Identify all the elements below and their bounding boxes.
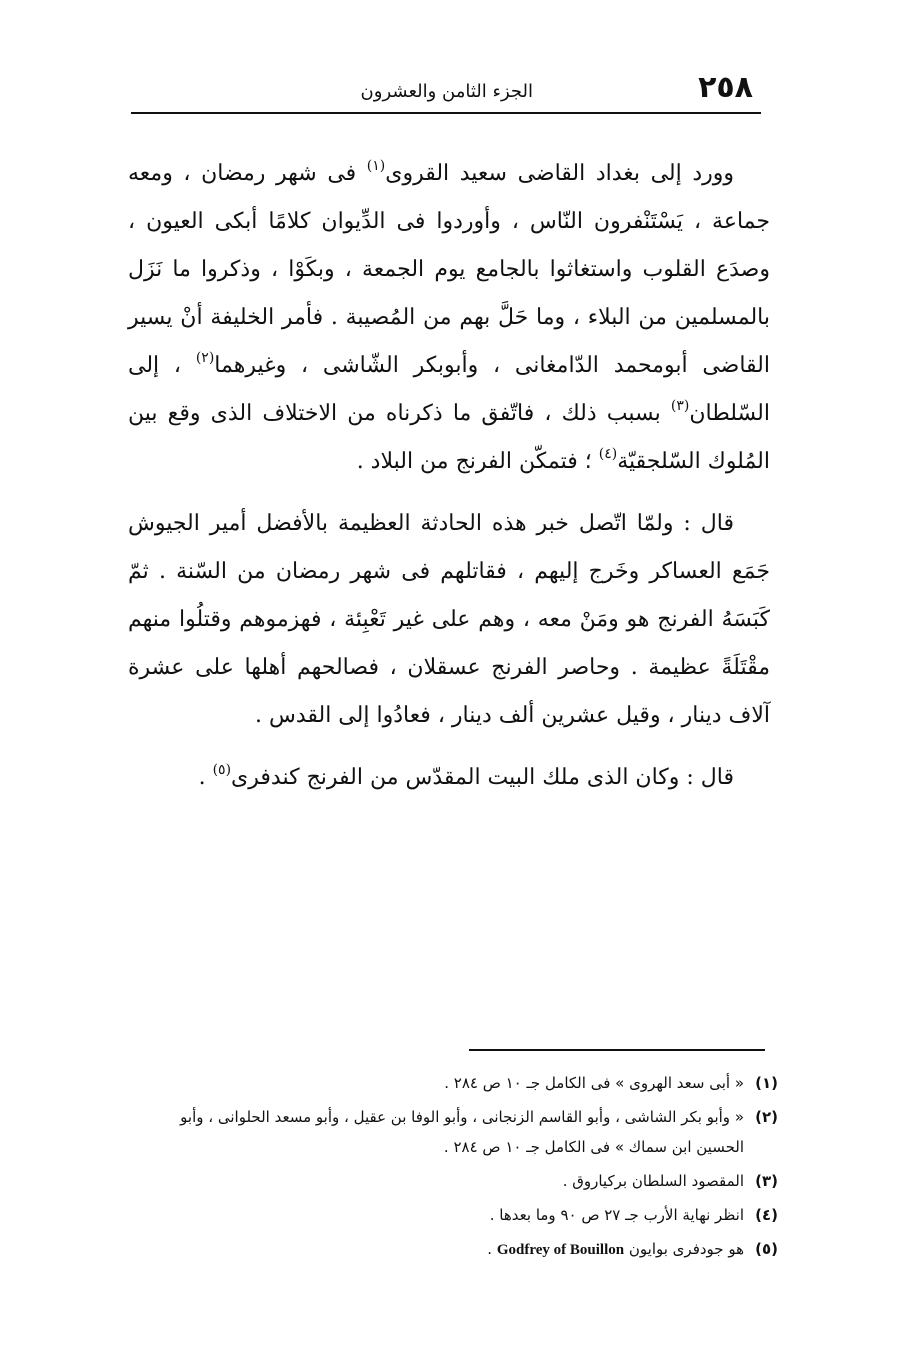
main-text [128, 150, 770, 816]
text-run: . [198, 765, 213, 790]
footnote-ref-1: (١) [366, 158, 386, 174]
footnote-arabic: هو جودفرى بوايون [628, 1240, 744, 1258]
footnote-text: المقصود السلطان بركياروق . [562, 1172, 744, 1190]
page-header [131, 70, 761, 114]
footnote-ref-5: (٥) [212, 762, 232, 778]
footnote-ref-2: (٢) [195, 350, 215, 366]
paragraph-2 [128, 500, 770, 740]
footnote-ref-3: (٣) [670, 398, 690, 414]
footnote-number: (٥) [755, 1240, 778, 1258]
footnote-4 [128, 1200, 778, 1230]
page-number: ٢٥٨ [698, 70, 753, 105]
footnote-text: انظر نهاية الأرب جـ ٢٧ ص ٩٠ وما بعدها . [489, 1206, 744, 1224]
text-run: قال : وكان الذى ملك البيت المقدّس من الفرنج كندفرى [231, 765, 734, 790]
footnote-5 [128, 1234, 778, 1265]
footnote-1 [128, 1068, 778, 1098]
text-run: بسبب ذلك ، فاتّفق ما ذكرناه من الاختلاف الذى وقع بين المُلوك السّلجقيّة [128, 401, 770, 474]
text-run: قال : ولمّا اتّصل خبر هذه الحادثة العظيمة بالأفضل أمير الجيوش جَمَع العساكر وخَرج إليهم ، فقاتلهم فى شهر رمضان من السّنة . ثمّ كَبَسَهُ الفرنج هو ومَنْ معه ، وهم على غير تَعْبِئة ، فهزموهم وقتلُوا منهم مقْتَلَةً عظيمة . وحاصر الفرنج عسقلان ، فصالحهم أهلها على عشرة آلاف دينار ، وقيل عشرين ألف دينار ، فعادُوا إلى القدس . [128, 511, 770, 728]
footnote-number: (٢) [755, 1108, 778, 1126]
text-run: ، إلى السّلطان [128, 353, 770, 426]
footnote-2 [128, 1102, 778, 1162]
footnote-rule [469, 1049, 765, 1051]
running-title: الجزء الثامن والعشرون [360, 81, 533, 102]
footnote-text: « وأبو بكر الشاشى ، وأبو القاسم الزنجانى ، وأبو الوفا بن عقيل ، وأبو مسعد الحلوانى ، وأبو الحسين ابن سماك » فى الكامل جـ ١٠ ص ٢٨٤ . [180, 1108, 744, 1156]
footnote-text: « أبى سعد الهروى » فى الكامل جـ ١٠ ص ٢٨٤ . [444, 1074, 744, 1092]
header-rule [131, 112, 761, 114]
footnotes [128, 1068, 778, 1269]
text-run: فى شهر رمضان ، ومعه جماعة ، يَسْتَنْفرون النّاس ، وأوردوا فى الدِّيوان كلامًا أبكى العيون ، وصدَع القلوب واستغاثوا بالجامع يوم الجمعة ، وبكَوْا ، وذكروا ما نَزَل بالمسلمين من البلاء ، وما حَلَّ بهم من المُصيبة . فأمر الخليفة أنْ يسير القاضى أبومحمد الدّامغانى ، وأبوبكر الشّاشى ، وغيرهما [128, 161, 771, 378]
footnote-latin-name: Godfrey of Bouillon [496, 1242, 625, 1258]
footnote-ref-4: (٤) [598, 446, 618, 462]
footnote-number: (١) [755, 1074, 778, 1092]
footnote-end: . [487, 1240, 497, 1258]
footnote-text [128, 1234, 744, 1265]
footnote-3 [128, 1166, 778, 1196]
paragraph-3 [128, 754, 770, 802]
text-run: وورد إلى بغداد القاضى سعيد القروى [385, 161, 735, 186]
paragraph-1 [128, 150, 770, 486]
text-run: ؛ فتمكّن الفرنج من البلاد . [356, 449, 599, 474]
footnote-number: (٤) [755, 1206, 778, 1224]
footnote-number: (٣) [755, 1172, 778, 1190]
